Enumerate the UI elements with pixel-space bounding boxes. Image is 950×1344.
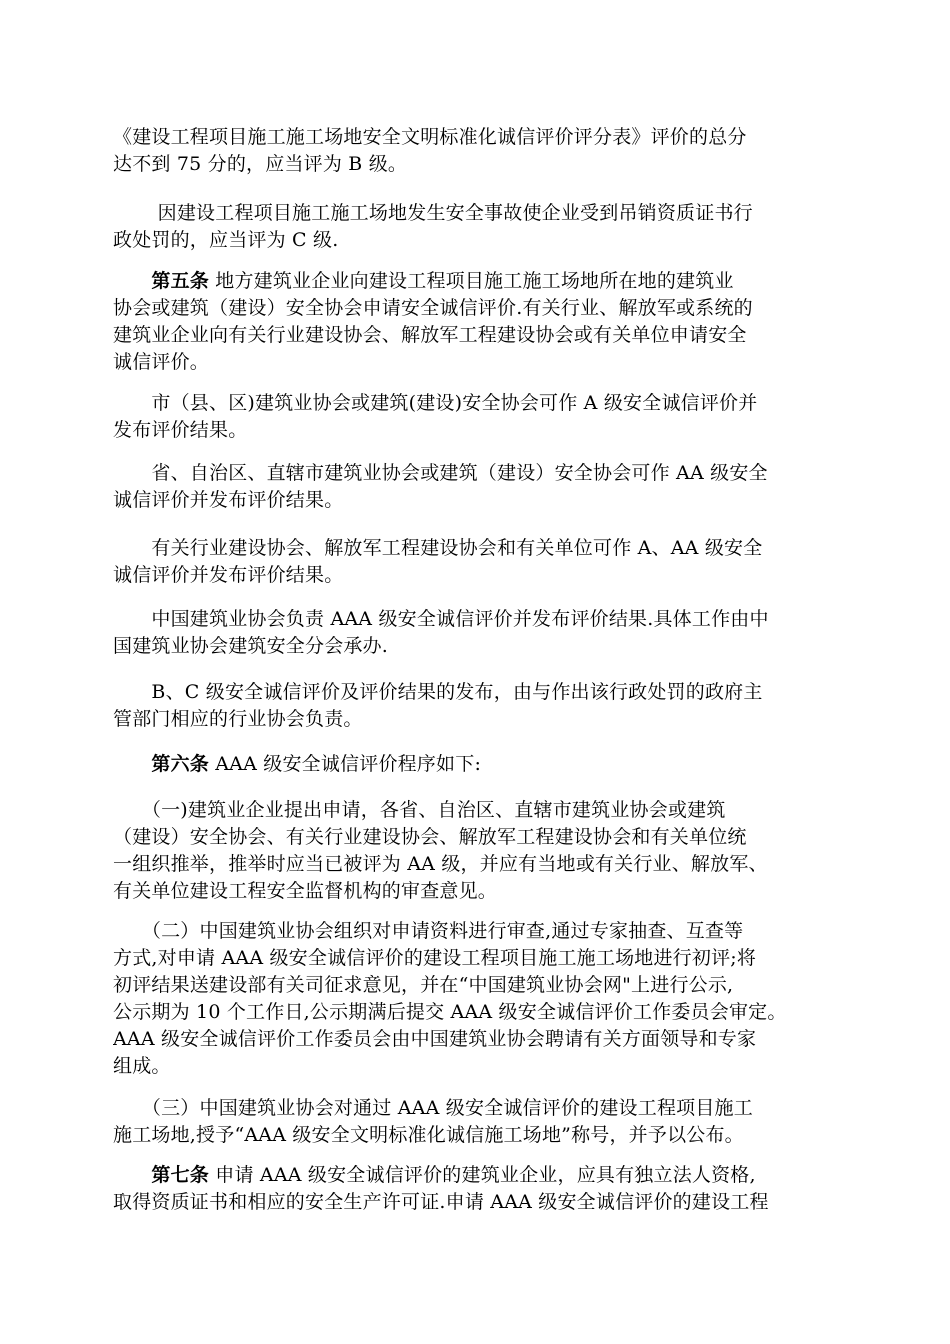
text-line: B、C 级安全诚信评价及评价结果的发布，由与作出该行政处罚的政府主: [113, 681, 763, 703]
paragraph-b-grade: [113, 124, 843, 178]
article-heading: 第五条: [151, 270, 210, 292]
procedure-step-one: [113, 797, 843, 905]
article-seven: [113, 1162, 843, 1216]
text-line: 有关行业建设协会、解放军工程建设协会和有关单位可作 A、AA 级安全: [113, 537, 763, 559]
text-line: （建设）安全协会、有关行业建设协会、解放军工程建设协会和有关单位统: [113, 826, 747, 848]
text-line: （三）中国建筑业协会对通过 AAA 级安全诚信评价的建设工程项目施工: [113, 1097, 753, 1119]
procedure-step-three: [113, 1095, 843, 1149]
text-line: [113, 751, 843, 778]
text-line: 公示期为 10 个工作日,公示期满后提交 AAA 级安全诚信评价工作委员会审定。: [113, 1001, 787, 1023]
article-five: [113, 268, 843, 376]
text-line: （二）中国建筑业协会组织对申请资料进行审查,通过专家抽查、互查等: [113, 920, 744, 942]
article-heading: 第七条: [151, 1164, 210, 1186]
article-text: 地方建筑业企业向建设工程项目施工施工场地所在地的建筑业: [209, 270, 734, 292]
paragraph-province-association: [113, 460, 843, 514]
text-line: 有关单位建设工程安全监督机构的审查意见。: [113, 880, 498, 902]
text-line: 一组织推举，推举时应当已被评为 AA 级，并应有当地或有关行业、解放军、: [113, 853, 768, 875]
article-heading: 第六条: [151, 753, 210, 775]
text-line: 协会或建筑（建设）安全协会申请安全诚信评价.有关行业、解放军或系统的: [113, 297, 753, 319]
text-line: 管部门相应的行业协会负责。: [113, 708, 363, 730]
text-line: （一)建筑业企业提出申请，各省、自治区、直辖市建筑业协会或建筑: [113, 799, 726, 821]
text-line: 市（县、区)建筑业协会或建筑(建设)安全协会可作 A 级安全诚信评价并: [113, 392, 758, 414]
paragraph-bc-grade-publish: [113, 679, 843, 733]
text-line: 施工场地,授予“AAA 级安全文明标准化诚信施工场地”称号，并予以公布。: [113, 1124, 744, 1146]
article-text: 申请 AAA 级安全诚信评价的建筑业企业，应具有独立法人资格,: [209, 1164, 756, 1186]
text-line: 《建设工程项目施工施工场地安全文明标准化诚信评价评分表》评价的总分: [113, 126, 747, 148]
article-six: [113, 751, 843, 778]
procedure-step-two: [113, 918, 843, 1080]
text-line: 建筑业企业向有关行业建设协会、解放军工程建设协会或有关单位申请安全: [113, 324, 747, 346]
text-line: [113, 1162, 843, 1189]
text-line: 方式,对申请 AAA 级安全诚信评价的建设工程项目施工施工场地进行初评;将: [113, 947, 757, 969]
paragraph-industry-association: [113, 535, 843, 589]
text-line: 组成。: [113, 1055, 171, 1077]
text-line: AAA 级安全诚信评价工作委员会由中国建筑业协会聘请有关方面领导和专家: [113, 1028, 757, 1050]
text-line: 省、自治区、直辖市建筑业协会或建筑（建设）安全协会可作 AA 级安全: [113, 462, 768, 484]
paragraph-c-grade: [113, 200, 843, 254]
paragraph-china-association: [113, 606, 843, 660]
text-line: 达不到 75 分的，应当评为 B 级。: [113, 153, 408, 175]
text-line: [113, 268, 843, 295]
text-line: 中国建筑业协会负责 AAA 级安全诚信评价并发布评价结果.具体工作由中: [113, 608, 769, 630]
text-line: 政处罚的，应当评为 C 级.: [113, 229, 339, 251]
text-line: 取得资质证书和相应的安全生产许可证.申请 AAA 级安全诚信评价的建设工程: [113, 1191, 769, 1213]
text-line: 诚信评价。: [113, 351, 210, 373]
text-line: 初评结果送建设部有关司征求意见，并在“中国建筑业协会网"上进行公示,: [113, 974, 734, 996]
text-line: 发布评价结果。: [113, 419, 248, 441]
text-line: 国建筑业协会建筑安全分会承办.: [113, 635, 389, 657]
article-text: AAA 级安全诚信评价程序如下:: [209, 753, 482, 775]
text-line: 诚信评价并发布评价结果。: [113, 489, 344, 511]
text-line: 因建设工程项目施工施工场地发生安全事故使企业受到吊销资质证书行: [113, 202, 753, 224]
paragraph-city-association: [113, 390, 843, 444]
text-line: 诚信评价并发布评价结果。: [113, 564, 344, 586]
